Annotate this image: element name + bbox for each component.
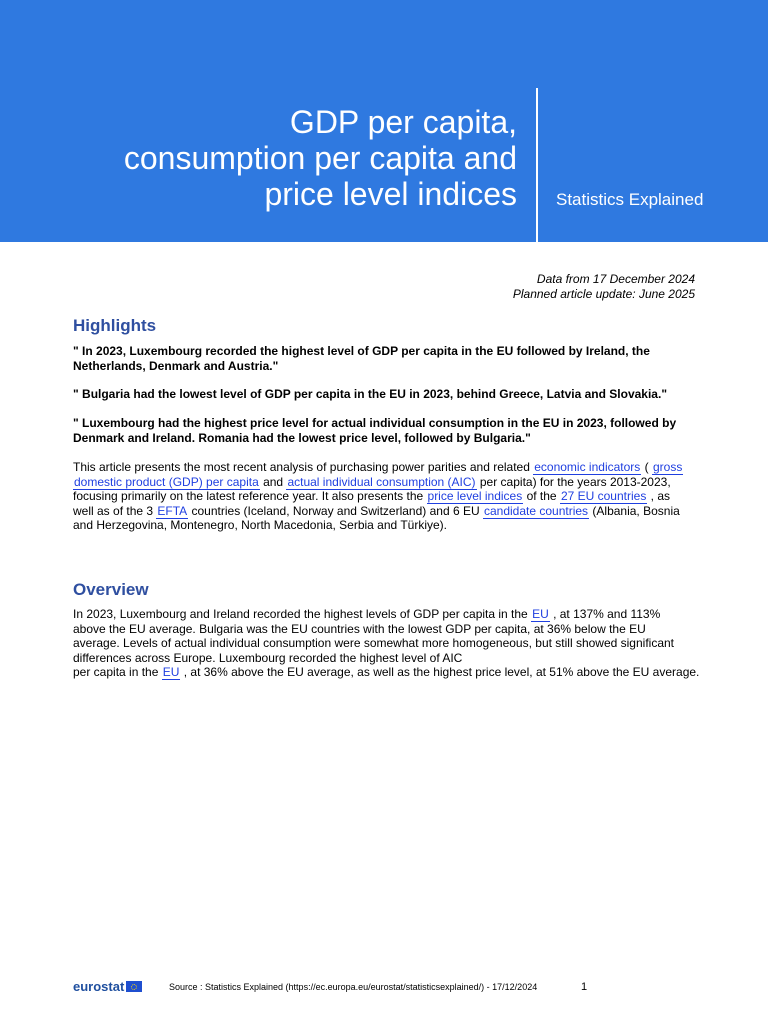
overview-text: , at 137% and 113% [549, 607, 661, 621]
overview-text: , at 36% above the EU average, as well as the highest price level, at 51% above the EU average. [180, 665, 700, 679]
data-from-date: Data from 17 December 2024 [536, 272, 695, 286]
highlight-item: " Luxembourg had the highest price level for actual individual consumption in the EU in 2023, followed by Denmark and Ireland. Romania had the lowest price level, followed by Bulgaria." [73, 416, 677, 445]
intro-text: of the [523, 489, 560, 503]
intro-text: ( [641, 460, 652, 474]
link-eu[interactable]: EU [532, 607, 549, 621]
link-price-level-indices[interactable]: price level indices [427, 489, 523, 503]
intro-text: (Albania, Bosnia [589, 503, 680, 518]
link-candidate-countries[interactable]: candidate countries [483, 503, 589, 518]
eurostat-logo-text: eurostat [73, 979, 125, 994]
highlight-item: " Bulgaria had the lowest level of GDP per capita in the EU in 2023, behind Greece, Latvia and Slovakia." [73, 387, 668, 401]
article-meta [513, 272, 695, 302]
overview-line: differences across Europe. Luxembourg recorded the highest level of AIC [73, 650, 463, 665]
eu-flag-icon [126, 981, 142, 992]
title-line-3: price level indices [264, 176, 517, 212]
overview-line: above the EU average. Bulgaria was the EU countries with the lowest GDP per capita, at 36% below the EU [73, 621, 646, 636]
header-banner [0, 0, 768, 242]
intro-line [73, 475, 703, 490]
page-number: 1 [581, 981, 588, 993]
intro-text: focusing primarily on the latest reference year. It also presents the [73, 489, 427, 503]
brand-label: Statistics Explained [556, 190, 704, 209]
link-economic-indicators[interactable]: economic indicators [534, 460, 641, 474]
link-eu-2[interactable]: EU [162, 665, 180, 679]
intro-text: This article presents the most recent analysis of purchasing power parities and related [73, 460, 534, 474]
overview-heading: Overview [73, 580, 149, 599]
link-gdp-per-capita[interactable]: gross [652, 460, 683, 474]
intro-line: and Herzegovina, Montenegro, North Macedonia, Serbia and Türkiye). [73, 518, 447, 532]
link-actual-individual-consumption[interactable]: actual individual consumption (AIC) [287, 474, 476, 489]
eurostat-logo [73, 979, 142, 994]
header-divider [536, 88, 538, 242]
highlights-heading: Highlights [73, 316, 157, 335]
page-title [124, 104, 517, 212]
link-efta[interactable]: EFTA [157, 503, 188, 518]
footer-source: Source : Statistics Explained (https://ec.europa.eu/eurostat/statisticsexplained/) - 17/12/2024 [169, 982, 538, 992]
intro-line [73, 489, 703, 504]
intro-text: countries (Iceland, Norway and Switzerland) and 6 EU [188, 503, 483, 518]
intro-text: well as of the 3 [73, 503, 157, 518]
highlight-item: " In 2023, Luxembourg recorded the highest level of GDP per capita in the EU followed by Ireland, the Netherlands, Denmark and Austria." [73, 344, 650, 373]
overview-line: average. Levels of actual individual consumption were somewhat more homogeneous, but still showed significant [73, 636, 675, 650]
intro-text: per capita) for the years 2013-2023, [476, 474, 671, 489]
intro-paragraph [73, 460, 703, 533]
overview-text: In 2023, Luxembourg and Ireland recorded the highest levels of GDP per capita in the [73, 607, 532, 621]
intro-text: and [259, 474, 287, 489]
title-line-1: GDP per capita, [289, 104, 517, 140]
link-27-eu-countries[interactable]: 27 EU countries [560, 489, 647, 503]
overview-line [73, 607, 703, 622]
intro-line [73, 504, 703, 519]
overview-text: per capita in the [73, 665, 162, 679]
intro-text: , as [647, 489, 671, 503]
overview-paragraph [73, 607, 703, 680]
link-gdp-per-capita-cont[interactable]: domestic product (GDP) per capita [74, 474, 259, 489]
intro-line [73, 460, 703, 475]
planned-update-date: Planned article update: June 2025 [512, 287, 695, 301]
title-line-2: consumption per capita and [123, 140, 517, 176]
overview-line [73, 665, 703, 680]
